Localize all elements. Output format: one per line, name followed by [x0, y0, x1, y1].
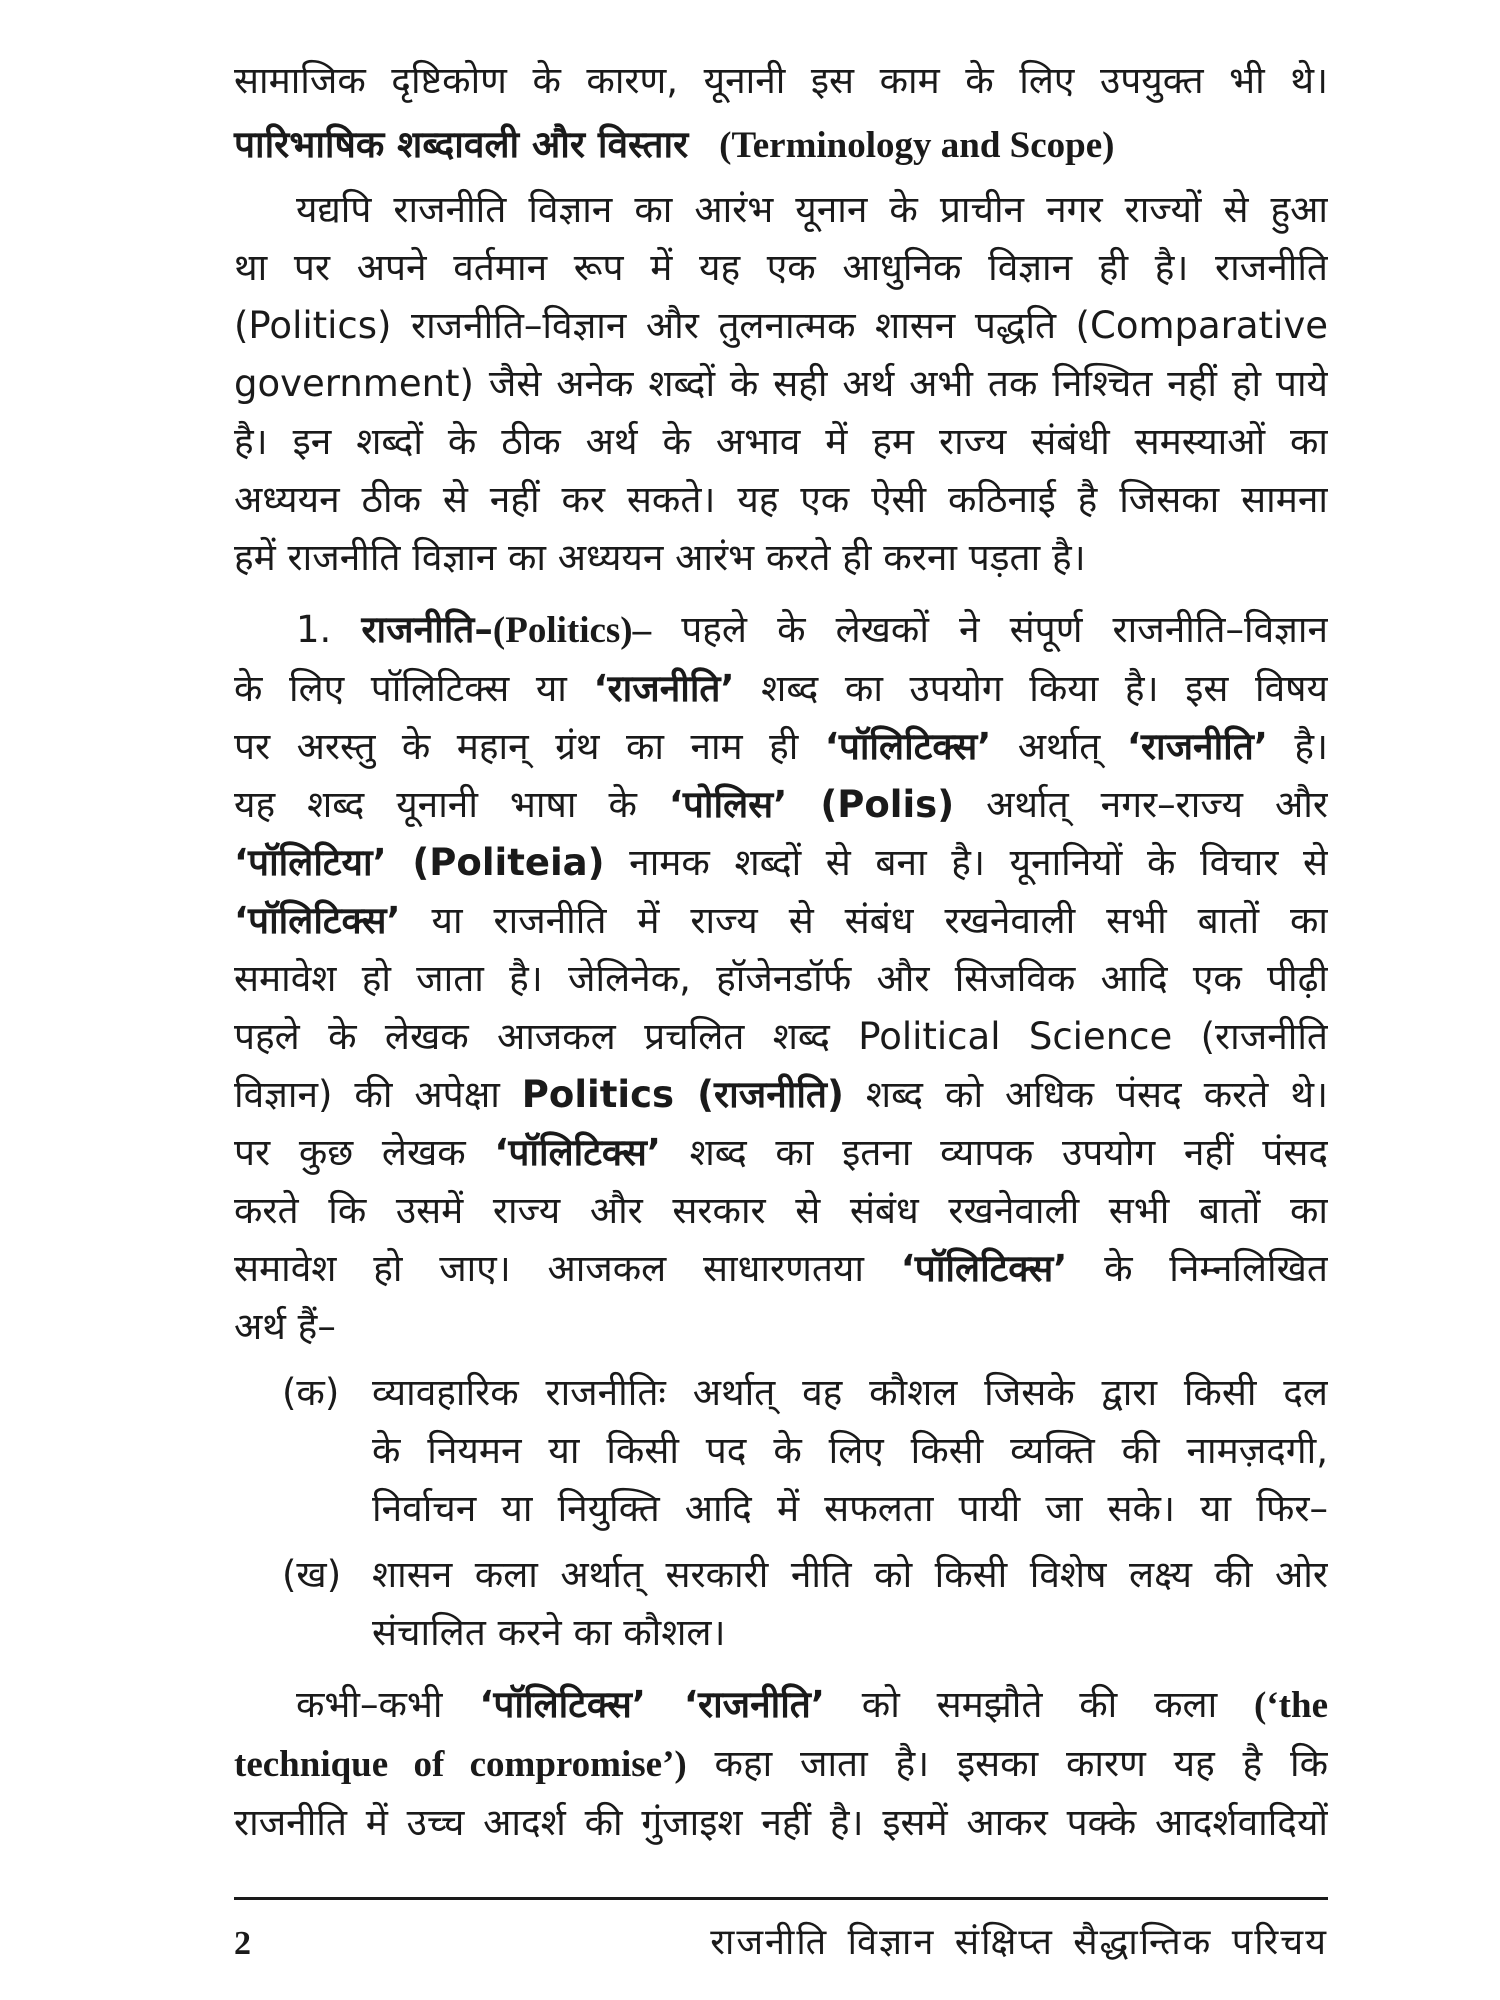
bold-term: ‘पॉलिटिक्स’ [494, 1131, 661, 1174]
paragraph-politics [234, 601, 1328, 1356]
text-run: नामक शब्दों से बना है। यूनानियों के विचार से [604, 841, 1328, 884]
page-number: 2 [234, 1925, 251, 1962]
text-run: विज्ञान) की अपेक्षा [234, 1073, 522, 1116]
body-line: पहले के लेखक आजकल प्रचलित शब्द Political Science (राजनीति [234, 1015, 1328, 1058]
bold-term: ‘पॉलिटिक्स’ [824, 725, 992, 768]
body-line [234, 660, 1328, 718]
text-run: यह शब्द यूनानी भाषा के [234, 783, 669, 826]
bold-term: ‘राजनीति’ [593, 667, 735, 710]
body-line [234, 601, 1328, 660]
body-line: अर्थ हैं– [234, 1305, 336, 1348]
bold-term: ‘पॉलिटिक्स’ [900, 1247, 1068, 1290]
text-run: अर्थात् नगर–राज्य और [954, 783, 1328, 826]
text-run: पर अरस्तु के महान् ग्रंथ का नाम ही [234, 725, 825, 768]
term-english: (Politics)– [492, 610, 652, 651]
list-number: 1. [296, 608, 332, 651]
body-line [234, 776, 1328, 834]
list-item-text [372, 1364, 1328, 1538]
bold-term: Politics (राजनीति) [521, 1073, 844, 1116]
text-run: के निम्नलिखित [1067, 1247, 1328, 1290]
section-heading [234, 112, 1328, 179]
bold-term: ‘राजनीति’ [1126, 725, 1268, 768]
section-heading-hindi: पारिभाषिक शब्दावली और विस्तार [234, 123, 689, 166]
body-line [234, 1240, 1328, 1298]
list-item [234, 1546, 1328, 1662]
body-line [234, 1124, 1328, 1182]
bold-term: ‘पॉलिटिक्स’ ‘राजनीति’ [479, 1683, 825, 1726]
sub-list [234, 1364, 1328, 1662]
body-line: government) जैसे अनेक शब्दों के सही अर्थ अभी तक निश्चित नहीं हो पाये [234, 362, 1328, 405]
body-line: हमें राजनीति विज्ञान का अध्ययन आरंभ करते ही करना पड़ता है। [234, 536, 1086, 579]
list-item-text [372, 1546, 1328, 1662]
text-run: कभी–कभी [296, 1683, 480, 1726]
footer-rule [234, 1897, 1328, 1900]
text-run: को समझौते की कला [824, 1683, 1255, 1726]
body-line [234, 1735, 1328, 1794]
bold-term: ‘पोलिस’ (Polis) [668, 783, 955, 826]
bold-term: (‘the [1254, 1685, 1328, 1726]
body-line: अध्ययन ठीक से नहीं कर सकते। यह एक ऐसी कठिनाई है जिसका सामना [234, 478, 1328, 521]
body-line: राजनीति में उच्च आदर्श की गुंजाइश नहीं है। इसमें आकर पक्के आदर्शवादियों [234, 1801, 1328, 1844]
body-line [234, 834, 1328, 892]
body-line: था पर अपने वर्तमान रूप में यह एक आधुनिक विज्ञान ही है। राजनीति [234, 246, 1328, 289]
text-run: अर्थात् [991, 725, 1127, 768]
paragraph-intro [234, 181, 1328, 587]
bold-term: ‘पॉलिटिक्स’ [234, 899, 401, 942]
text-run: समावेश हो जाए। आजकल साधारणतया [234, 1247, 901, 1290]
body-line: व्यावहारिक राजनीतिः अर्थात् वह कौशल जिसके द्वारा किसी दल [372, 1371, 1328, 1414]
body-line: करते कि उसमें राज्य और सरकार से संबंध रखनेवाली सभी बातों का [234, 1189, 1328, 1232]
list-marker: (ख) [282, 1553, 342, 1596]
section-heading-english: (Terminology and Scope) [719, 125, 1115, 166]
body-line: सामाजिक दृष्टिकोण के कारण, यूनानी इस काम के लिए उपयुक्त भी थे। [234, 59, 1328, 102]
text-run: के लिए पॉलिटिक्स या [234, 667, 594, 710]
body-line: निर्वाचन या नियुक्ति आदि में सफलता पायी जा सके। या फिर– [372, 1487, 1328, 1530]
body-line [234, 1066, 1328, 1124]
body-line [234, 1676, 1328, 1735]
page-footer [234, 1918, 1328, 1969]
paragraph-compromise [234, 1676, 1328, 1852]
text-run: पर कुछ लेखक [234, 1131, 495, 1174]
body-line: है। इन शब्दों के ठीक अर्थ के अभाव में हम राज्य संबंधी समस्याओं का [234, 420, 1328, 463]
text-run: शब्द को अधिक पंसद करते थे। [843, 1073, 1328, 1116]
bold-term: ‘पॉलिटिया’ (Politeia) [234, 841, 605, 884]
text-run: कहा जाता है। इसका कारण यह है कि [686, 1742, 1328, 1785]
body-line: शासन कला अर्थात् सरकारी नीति को किसी विशेष लक्ष्य की ओर [372, 1553, 1328, 1596]
text-run: या राजनीति में राज्य से संबंध रखनेवाली सभी बातों का [400, 899, 1328, 942]
body-line [234, 718, 1328, 776]
text-run: शब्द का इतना व्यापक उपयोग नहीं पंसद [660, 1131, 1328, 1174]
text-run: है। [1267, 725, 1328, 768]
body-line: संचालित करने का कौशल। [372, 1611, 726, 1654]
text-run: शब्द का उपयोग किया है। इस विषय [734, 667, 1328, 710]
list-item [234, 1364, 1328, 1538]
body-line: यद्यपि राजनीति विज्ञान का आरंभ यूनान के प्राचीन नगर राज्यों से हुआ [296, 188, 1328, 231]
text-run: पहले के लेखकों ने संपूर्ण राजनीति–विज्ञान [651, 608, 1328, 651]
body-line: समावेश हो जाता है। जेलिनेक, हॉजेनडॉर्फ और सिजविक आदि एक पीढ़ी [234, 957, 1328, 1000]
list-marker: (क) [282, 1371, 340, 1414]
bold-term: technique of compromise’) [234, 1744, 687, 1785]
body-line [234, 892, 1328, 950]
body-line: के नियमन या किसी पद के लिए किसी व्यक्ति की नामज़दगी, [372, 1429, 1328, 1472]
term-hindi: राजनीति– [361, 608, 493, 651]
running-title: राजनीति विज्ञान संक्षिप्त सैद्धान्तिक परिचय [710, 1922, 1328, 1963]
body-line: (Politics) राजनीति–विज्ञान और तुलनात्मक शासन पद्धति (Comparative [234, 304, 1328, 347]
